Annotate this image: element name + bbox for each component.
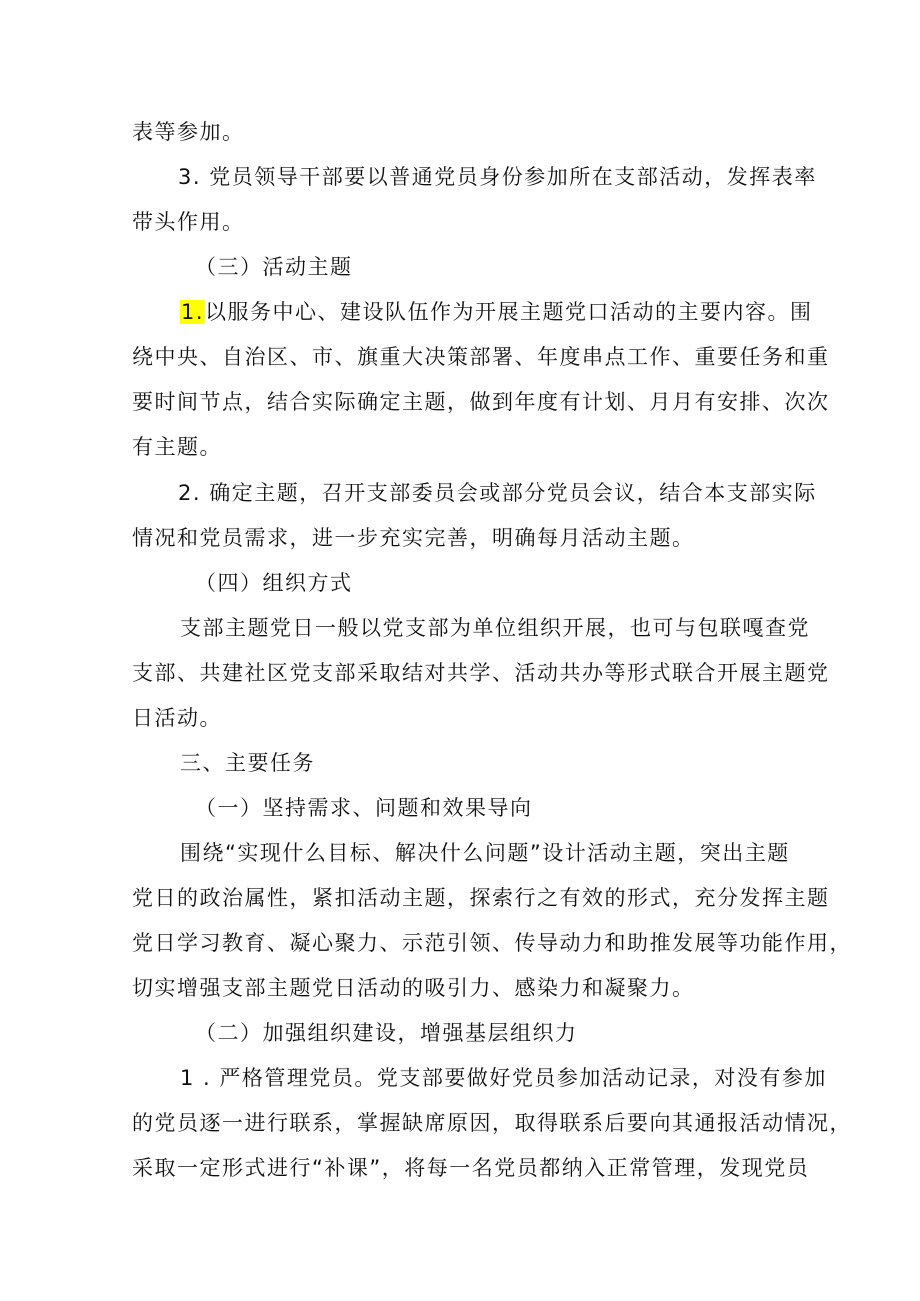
text-line: 要时间节点，结合实际确定主题，做到年度有计划、月月有安排、次次: [132, 390, 830, 414]
text-line: 有主题。: [132, 435, 222, 459]
text-line: 以服务中心、建设队伍作为开展主题党口活动的主要内容。围: [205, 300, 813, 324]
text-line: 党日学习教育、凝心聚力、示范引领、传导动力和助推发展等功能作用，: [132, 931, 852, 955]
text-line: 2. 确定主题，召开支部委员会或部分党员会议，结合本支部实际: [178, 481, 817, 505]
text-line: 情况和党员需求，进一步充实完善，明确每月活动主题。: [132, 526, 695, 550]
text-line: 的党员逐一进行联系，掌握缺席原因，取得联系后要向其通报活动情况，: [132, 1111, 852, 1135]
text-line: 采取一定形式进行“补课”，将每一名党员都纳入正常管理，发现党员: [132, 1156, 810, 1180]
section-heading: （一）坚持需求、问题和效果导向: [195, 796, 533, 820]
text-line: 党日的政治属性，紧扣活动主题，探索行之有效的形式，充分发挥主题: [132, 886, 830, 910]
text-line: 支部、共建社区党支部采取结对共学、活动共办等形式联合开展主题党: [132, 661, 830, 685]
text-line: 支部主题党日一般以党支部为单位组织开展，也可与包联嘎查党: [180, 616, 810, 640]
text-line: 围绕“实现什么目标、解决什么问题”设计活动主题，突出主题: [180, 841, 790, 865]
section-heading: （二）加强组织建设，增强基层组织力: [195, 1021, 578, 1045]
text-line: 1 . 严格管理党员。党支部要做好党员参加活动记录，对没有参加: [180, 1066, 827, 1090]
text-line: 3. 党员领导干部要以普通党员身份参加所在支部活动，发挥表率: [178, 165, 817, 189]
highlighted-number-marker: 1.: [181, 300, 205, 324]
text-line: 切实增强支部主题党日活动的吸引力、感染力和凝聚力。: [132, 976, 695, 1000]
section-heading: （三）活动主题: [195, 255, 353, 279]
major-heading: 三、主要任务: [180, 751, 315, 775]
text-line: 带头作用。: [132, 210, 245, 234]
text-line: 表等参加。: [132, 120, 245, 144]
numbered-paragraph-first-line: [180, 298, 813, 326]
section-heading: （四）组织方式: [195, 571, 353, 595]
text-line: 日活动。: [132, 706, 222, 730]
text-line: 绕中央、自治区、市、旗重大决策部署、年度串点工作、重要任务和重: [132, 345, 830, 369]
